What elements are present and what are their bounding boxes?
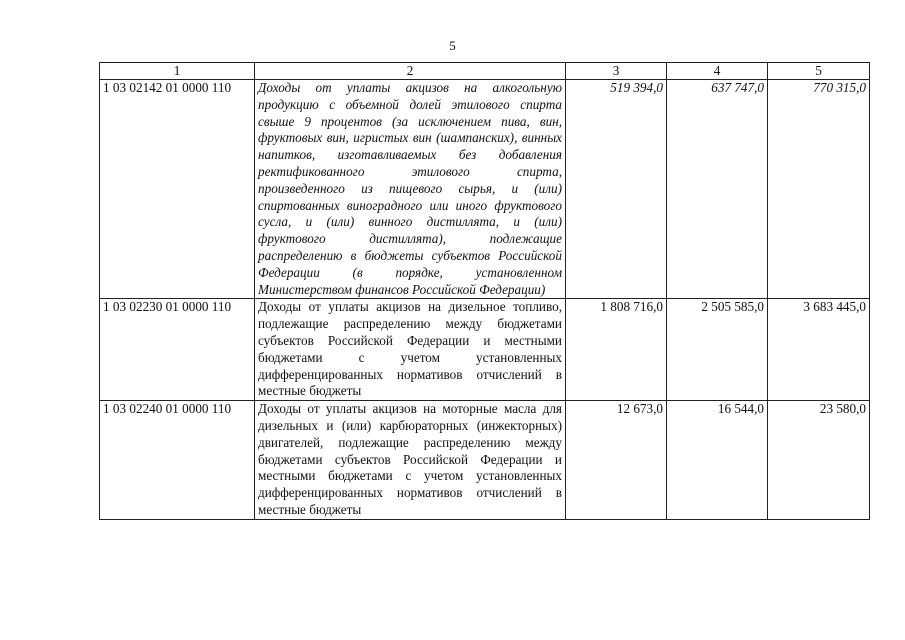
table-row xyxy=(100,299,870,401)
column-header-2: 2 xyxy=(255,63,566,80)
column-header-5: 5 xyxy=(768,63,870,80)
revenue-code-cell: 1 03 02142 01 0000 110 xyxy=(100,80,255,299)
budget-revenue-table xyxy=(99,62,870,520)
amount-col5-cell: 3 683 445,0 xyxy=(768,299,870,401)
amount-col3-cell: 1 808 716,0 xyxy=(566,299,667,401)
amount-col3-cell: 12 673,0 xyxy=(566,401,667,520)
revenue-description-cell: Доходы от уплаты акцизов на моторные масла для дизельных и (или) карбюраторных (инжекторных) двигателей, подлежащие распределению между бюджетами субъектов Российской Федерации и местными бюджетами с учетом установленных дифференцированных нормативов отчислений в местные бюджеты xyxy=(255,401,566,520)
column-header-3: 3 xyxy=(566,63,667,80)
revenue-code-cell: 1 03 02240 01 0000 110 xyxy=(100,401,255,520)
column-header-4: 4 xyxy=(667,63,768,80)
amount-col5-cell: 770 315,0 xyxy=(768,80,870,299)
amount-col4-cell: 2 505 585,0 xyxy=(667,299,768,401)
amount-col5-cell: 23 580,0 xyxy=(768,401,870,520)
revenue-description-cell: Доходы от уплаты акцизов на дизельное топливо, подлежащие распределению между бюджетами субъектов Российской Федерации и местными бюджетами с учетом установленных дифференцированных нормативов отчислений в местные бюджеты xyxy=(255,299,566,401)
amount-col4-cell: 637 747,0 xyxy=(667,80,768,299)
page-number: 5 xyxy=(449,38,456,53)
revenue-code-cell: 1 03 02230 01 0000 110 xyxy=(100,299,255,401)
amount-col4-cell: 16 544,0 xyxy=(667,401,768,520)
column-header-1: 1 xyxy=(100,63,255,80)
amount-col3-cell: 519 394,0 xyxy=(566,80,667,299)
revenue-description-cell: Доходы от уплаты акцизов на алкогольную продукцию с объемной долей этилового спирта свыше 9 процентов (за исключением пива, вин, фруктовых вин, игристых вин (шампанских), винных напитков, изготавливаемых без добавления ректификованного этилового спирта, произведенного из пищевого сырья, и (или) спиртованных виноградного или иного фруктового сусла, и (или) винного дистиллята, и (или) фруктового дистиллята), подлежащие распределению в бюджеты субъектов Российской Федерации (в порядке, установленном Министерством финансов Российской Федерации) xyxy=(255,80,566,299)
table-row xyxy=(100,401,870,520)
table-row xyxy=(100,80,870,299)
table-header-row xyxy=(100,63,870,80)
